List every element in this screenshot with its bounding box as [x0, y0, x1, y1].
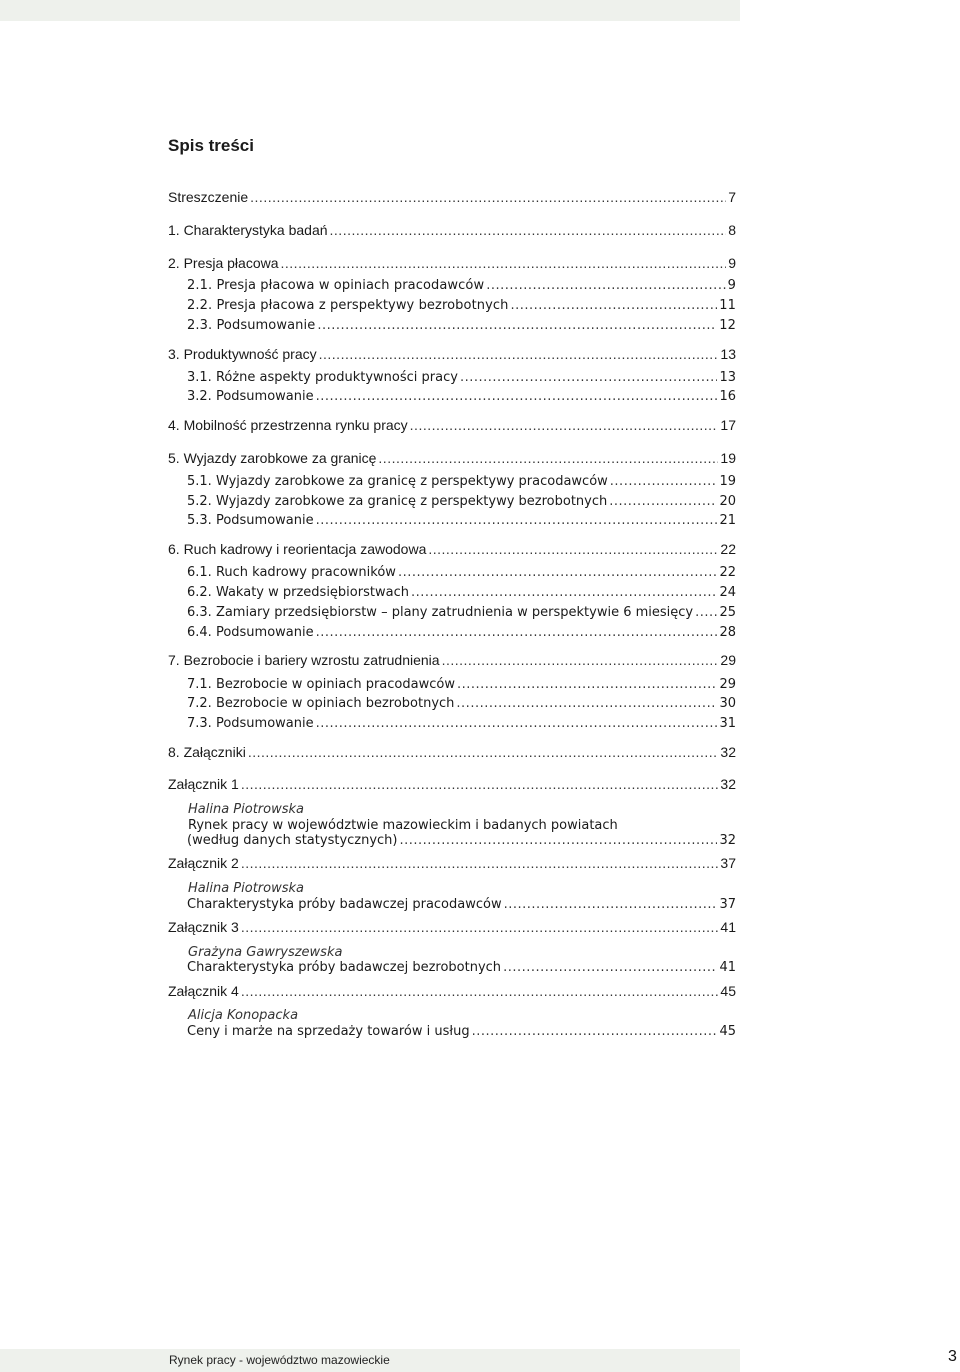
toc-subentry[interactable]: 6.4. Podsumowanie ..... 28	[187, 626, 736, 641]
toc-subentry[interactable]: 3.2. Podsumowanie ..... 16	[187, 390, 736, 405]
annex-entry[interactable]: Załącznik 3 ..... 41	[168, 919, 736, 935]
toc-subentry[interactable]: 6.3. Zamiary przedsiębiorstw – plany zatrudnienia w perspektywie 6 miesięcy ..... 25	[187, 606, 736, 621]
toc-subentry[interactable]: 5.1. Wyjazdy zarobkowe za granicę z perspektywy pracodawców ..... 19	[187, 475, 736, 490]
annex-author: Grażyna Gawryszewska	[188, 945, 343, 960]
toc-subentry[interactable]: 2.2. Presja płacowa z perspektywy bezrobotnych ..... 11	[187, 299, 736, 314]
toc-entry[interactable]: 8. Załączniki ..... 32	[168, 744, 736, 760]
toc-subentry[interactable]: 7.2. Bezrobocie w opiniach bezrobotnych ..... 30	[187, 697, 736, 712]
annex-author: Halina Piotrowska	[188, 881, 305, 896]
annex-description-entry[interactable]: (według danych statystycznych) ..... 32	[187, 834, 736, 849]
toc-entry[interactable]: 6. Ruch kadrowy i reorientacja zawodowa ..... 22	[168, 541, 736, 557]
toc-subentry[interactable]: 6.2. Wakaty w przedsiębiorstwach ..... 24	[187, 586, 736, 601]
annex-author: Halina Piotrowska	[188, 802, 305, 817]
annex-description-entry[interactable]: Charakterystyka próby badawczej bezrobotnych ..... 41	[187, 961, 736, 976]
page-title: Spis treści	[168, 136, 254, 155]
toc-entry[interactable]: 5. Wyjazdy zarobkowe za granicę ..... 19	[168, 450, 736, 466]
annex-description: Rynek pracy w województwie mazowieckim i badanych powiatach	[188, 818, 618, 833]
toc-subentry[interactable]: 6.1. Ruch kadrowy pracowników ..... 22	[187, 566, 736, 581]
annex-description-entry[interactable]: Charakterystyka próby badawczej pracodawców ..... 37	[187, 898, 736, 913]
annex-entry[interactable]: Załącznik 4 ..... 45	[168, 983, 736, 999]
footer-title: Rynek pracy - województwo mazowieckie	[169, 1353, 390, 1367]
toc-subentry[interactable]: 2.1. Presja płacowa w opiniach pracodawców ..... 9	[187, 279, 736, 294]
toc-subentry[interactable]: 3.1. Różne aspekty produktywności pracy ..... 13	[187, 371, 736, 386]
toc-subentry[interactable]: 7.1. Bezrobocie w opiniach pracodawców ..... 29	[187, 678, 736, 693]
toc-entry[interactable]: 1. Charakterystyka badań ..... 8	[168, 222, 736, 238]
toc-entry[interactable]: 7. Bezrobocie i bariery wzrostu zatrudnienia ..... 29	[168, 652, 736, 668]
annex-description-entry[interactable]: Ceny i marże na sprzedaży towarów i usług ..... 45	[187, 1025, 736, 1040]
toc-entry[interactable]: 4. Mobilność przestrzenna rynku pracy ..... 17	[168, 417, 736, 433]
annex-entry[interactable]: Załącznik 1 ..... 32	[168, 776, 736, 792]
annex-author: Alicja Konopacka	[188, 1008, 299, 1023]
header-band	[0, 0, 740, 21]
toc-entry[interactable]: 2. Presja płacowa ..... 9	[168, 255, 736, 271]
toc-subentry[interactable]: 5.3. Podsumowanie ..... 21	[187, 514, 736, 529]
page-number: 3	[948, 1348, 957, 1365]
toc-subentry[interactable]: 7.3. Podsumowanie ..... 31	[187, 717, 736, 732]
annex-entry[interactable]: Załącznik 2 ..... 37	[168, 855, 736, 871]
toc-subentry[interactable]: 5.2. Wyjazdy zarobkowe za granicę z perspektywy bezrobotnych ..... 20	[187, 495, 736, 510]
toc-subentry[interactable]: 2.3. Podsumowanie ..... 12	[187, 319, 736, 334]
toc-entry[interactable]: Streszczenie ..... 7	[168, 189, 736, 205]
toc-entry[interactable]: 3. Produktywność pracy ..... 13	[168, 346, 736, 362]
